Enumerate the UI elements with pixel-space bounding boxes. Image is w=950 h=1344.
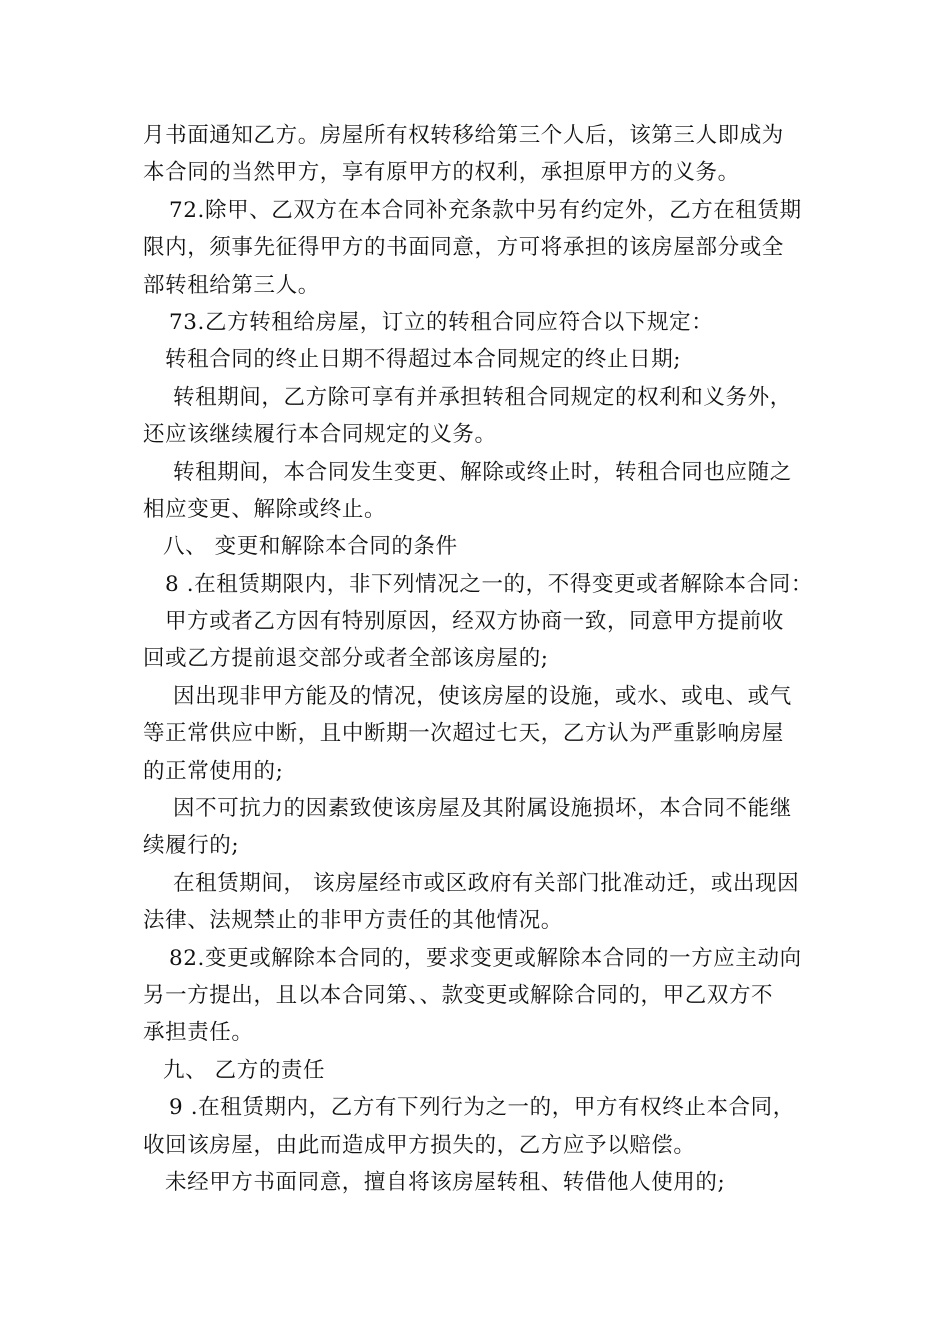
text-line: 部转租给第三人。 xyxy=(143,272,320,298)
text-line: 转租合同的终止日期不得超过本合同规定的终止日期; xyxy=(165,347,682,373)
text-line: 的正常使用的; xyxy=(143,758,284,784)
text-line: 本合同的当然甲方，享有原甲方的权利，承担原甲方的义务。 xyxy=(143,160,740,186)
text-line: 还应该继续履行本合同规定的义务。 xyxy=(143,422,497,448)
tenant-breach-item-1 xyxy=(143,1164,815,1201)
text-line: 收回该房屋，由此而造成甲方损失的，乙方应予以赔偿。 xyxy=(143,1132,696,1158)
condition-item-1 xyxy=(143,603,815,678)
clause-73 xyxy=(143,304,815,341)
text-line: 8 .在租赁期限内，非下列情况之一的，不得变更或者解除本合同： xyxy=(165,571,813,597)
document-body xyxy=(143,117,815,1201)
text-line: 因不可抗力的因素致使该房屋及其附属设施损坏，本合同不能继 xyxy=(173,796,792,822)
clause-82 xyxy=(143,940,815,1052)
text-line: 相应变更、解除或终止。 xyxy=(143,496,387,522)
text-line: 月书面通知乙方。房屋所有权转移给第三个人后，该第三人即成为 xyxy=(143,123,784,148)
clause-9 xyxy=(143,1089,815,1164)
text-line: 在租赁期间， 该房屋经市或区政府有关部门批准动迁，或出现因 xyxy=(173,870,800,896)
condition-item-4 xyxy=(143,865,815,940)
text-line: 72.除甲、乙双方在本合同补充条款中另有约定外，乙方在租赁期 xyxy=(169,197,802,223)
text-line: 法律、法规禁止的非甲方责任的其他情况。 xyxy=(143,908,563,934)
text-line: 甲方或者乙方因有特别原因，经双方协商一致，同意甲方提前收 xyxy=(165,609,784,635)
section-heading-8 xyxy=(143,528,815,565)
text-line: 九、 乙方的责任 xyxy=(163,1057,326,1083)
paragraph-ownership-transfer xyxy=(143,117,815,192)
text-line: 未经甲方书面同意，擅自将该房屋转租、转借他人使用的; xyxy=(165,1169,726,1195)
text-line: 82.变更或解除本合同的，要求变更或解除本合同的一方应主动向 xyxy=(169,945,802,971)
text-line: 转租期间，乙方除可享有并承担转租合同规定的权利和义务外， xyxy=(173,384,792,410)
text-line: 另一方提出，且以本合同第、、款变更或解除合同的，甲乙双方不 xyxy=(143,982,774,1008)
clause-72 xyxy=(143,192,815,304)
text-line: 限内，须事先征得甲方的书面同意，方可将承担的该房屋部分或全 xyxy=(143,235,784,261)
condition-item-2 xyxy=(143,678,815,790)
condition-item-3 xyxy=(143,790,815,865)
text-line: 等正常供应中断，且中断期一次超过七天，乙方认为严重影响房屋 xyxy=(143,721,784,747)
section-heading-9 xyxy=(143,1052,815,1089)
sublease-item-3 xyxy=(143,454,815,529)
text-line: 承担责任。 xyxy=(143,1020,254,1046)
text-line: 八、 变更和解除本合同的条件 xyxy=(163,534,458,560)
text-line: 回或乙方提前退交部分或者全部该房屋的; xyxy=(143,646,549,672)
text-line: 转租期间，本合同发生变更、解除或终止时，转租合同也应随之 xyxy=(173,459,792,485)
sublease-item-1 xyxy=(143,341,815,378)
text-line: 因出现非甲方能及的情况，使该房屋的设施，或水、或电、或气 xyxy=(173,683,792,709)
clause-8 xyxy=(143,566,815,603)
sublease-item-2 xyxy=(143,379,815,454)
text-line: 73.乙方转租给房屋，订立的转租合同应符合以下规定： xyxy=(169,309,714,335)
text-line: 续履行的; xyxy=(143,833,240,859)
text-line: 9 .在租赁期内，乙方有下列行为之一的，甲方有权终止本合同， xyxy=(169,1095,795,1121)
